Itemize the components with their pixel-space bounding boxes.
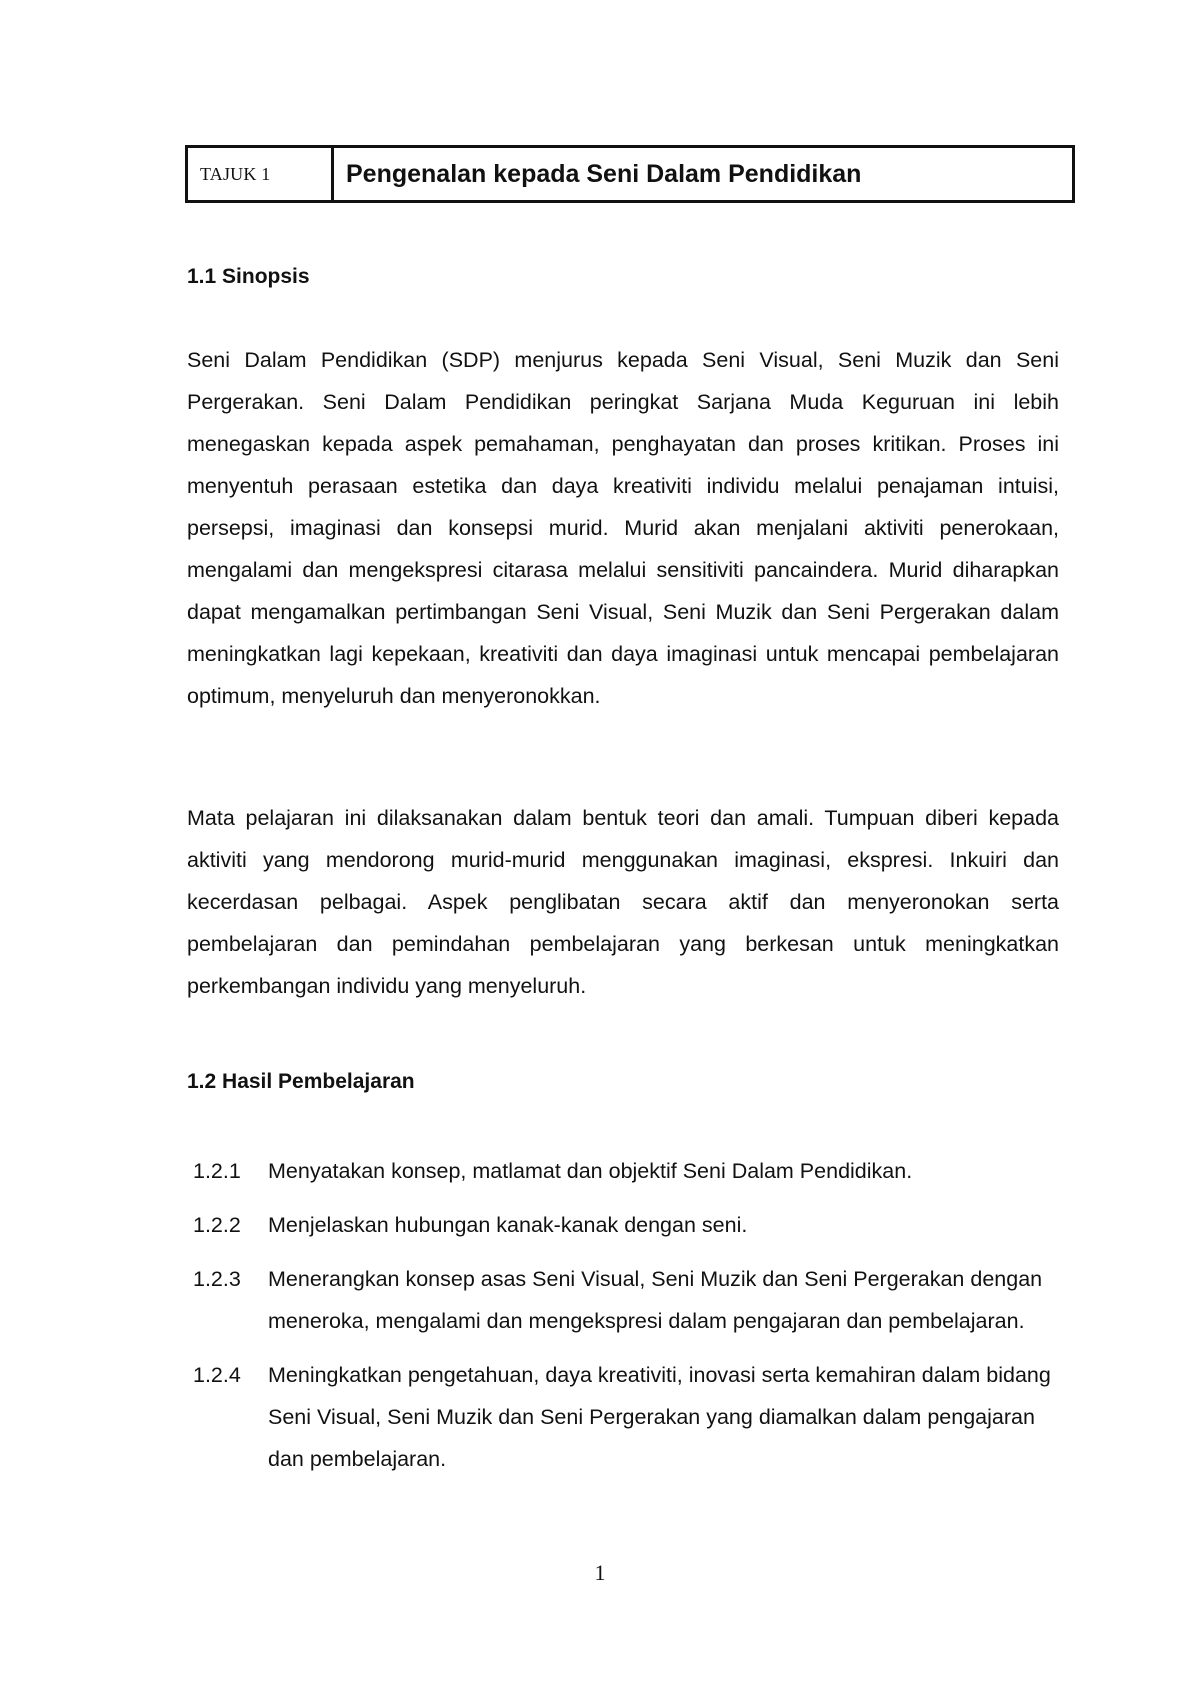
outcome-text: Menjelaskan hubungan kanak-kanak dengan seni. [268, 1213, 748, 1237]
section-heading-sinopsis: 1.1 Sinopsis [187, 265, 310, 288]
outcome-number: 1.2.2 [193, 1213, 241, 1237]
section-heading-hasil-pembelajaran: 1.2 Hasil Pembelajaran [187, 1070, 415, 1093]
page-number: 1 [594, 1560, 606, 1585]
topic-label: TAJUK 1 [188, 148, 334, 200]
learning-outcome-item [193, 1150, 1073, 1192]
outcome-text: Menyatakan konsep, matlamat dan objektif Seni Dalam Pendidikan. [268, 1159, 913, 1183]
learning-outcome-item [193, 1258, 1073, 1342]
outcome-text: Meningkatkan pengetahuan, daya kreativiti, inovasi serta kemahiran dalam bidang Seni Visual, Seni Muzik dan Seni Pergerakan yang diamalkan dalam pengajaran dan pembelajaran. [268, 1363, 1051, 1471]
learning-outcome-item [193, 1204, 1073, 1246]
outcome-number: 1.2.3 [193, 1267, 241, 1291]
sinopsis-paragraph-2: Mata pelajaran ini dilaksanakan dalam bentuk teori dan amali. Tumpuan diberi kepada aktiviti yang mendorong murid-murid menggunakan imaginasi, ekspresi. Inkuiri dan kecerdasan pelbagai. Aspek penglibatan secara aktif dan menyeronokan serta pembelajaran dan pemindahan pembelajaran yang berkesan untuk meningkatkan perkembangan individu yang menyeluruh. [187, 806, 1059, 998]
outcome-number: 1.2.1 [193, 1159, 241, 1183]
outcome-number: 1.2.4 [193, 1363, 241, 1387]
topic-title-box [185, 145, 1075, 203]
sinopsis-paragraph-1: Seni Dalam Pendidikan (SDP) menjurus kepada Seni Visual, Seni Muzik dan Seni Pergerakan. Seni Dalam Pendidikan peringkat Sarjana Muda Keguruan ini lebih menegaskan kepada aspek pemahaman, penghayatan dan proses kritikan. Proses ini menyentuh perasaan estetika dan daya kreativiti individu melalui penajaman intuisi, persepsi, imaginasi dan konsepsi murid. Murid akan menjalani aktiviti penerokaan, mengalami dan mengekspresi citarasa melalui sensitiviti pancaindera. Murid diharapkan dapat mengamalkan pertimbangan Seni Visual, Seni Muzik dan Seni Pergerakan dalam meningkatkan lagi kepekaan, kreativiti dan daya imaginasi untuk mencapai pembelajaran optimum, menyeluruh dan menyeronokkan. [187, 348, 1059, 708]
topic-title: Pengenalan kepada Seni Dalam Pendidikan [346, 159, 862, 188]
outcome-text: Menerangkan konsep asas Seni Visual, Seni Muzik dan Seni Pergerakan dengan meneroka, mengalami dan mengekspresi dalam pengajaran dan pembelajaran. [268, 1267, 1043, 1333]
learning-outcomes-list [193, 1150, 1073, 1492]
learning-outcome-item [193, 1354, 1073, 1480]
